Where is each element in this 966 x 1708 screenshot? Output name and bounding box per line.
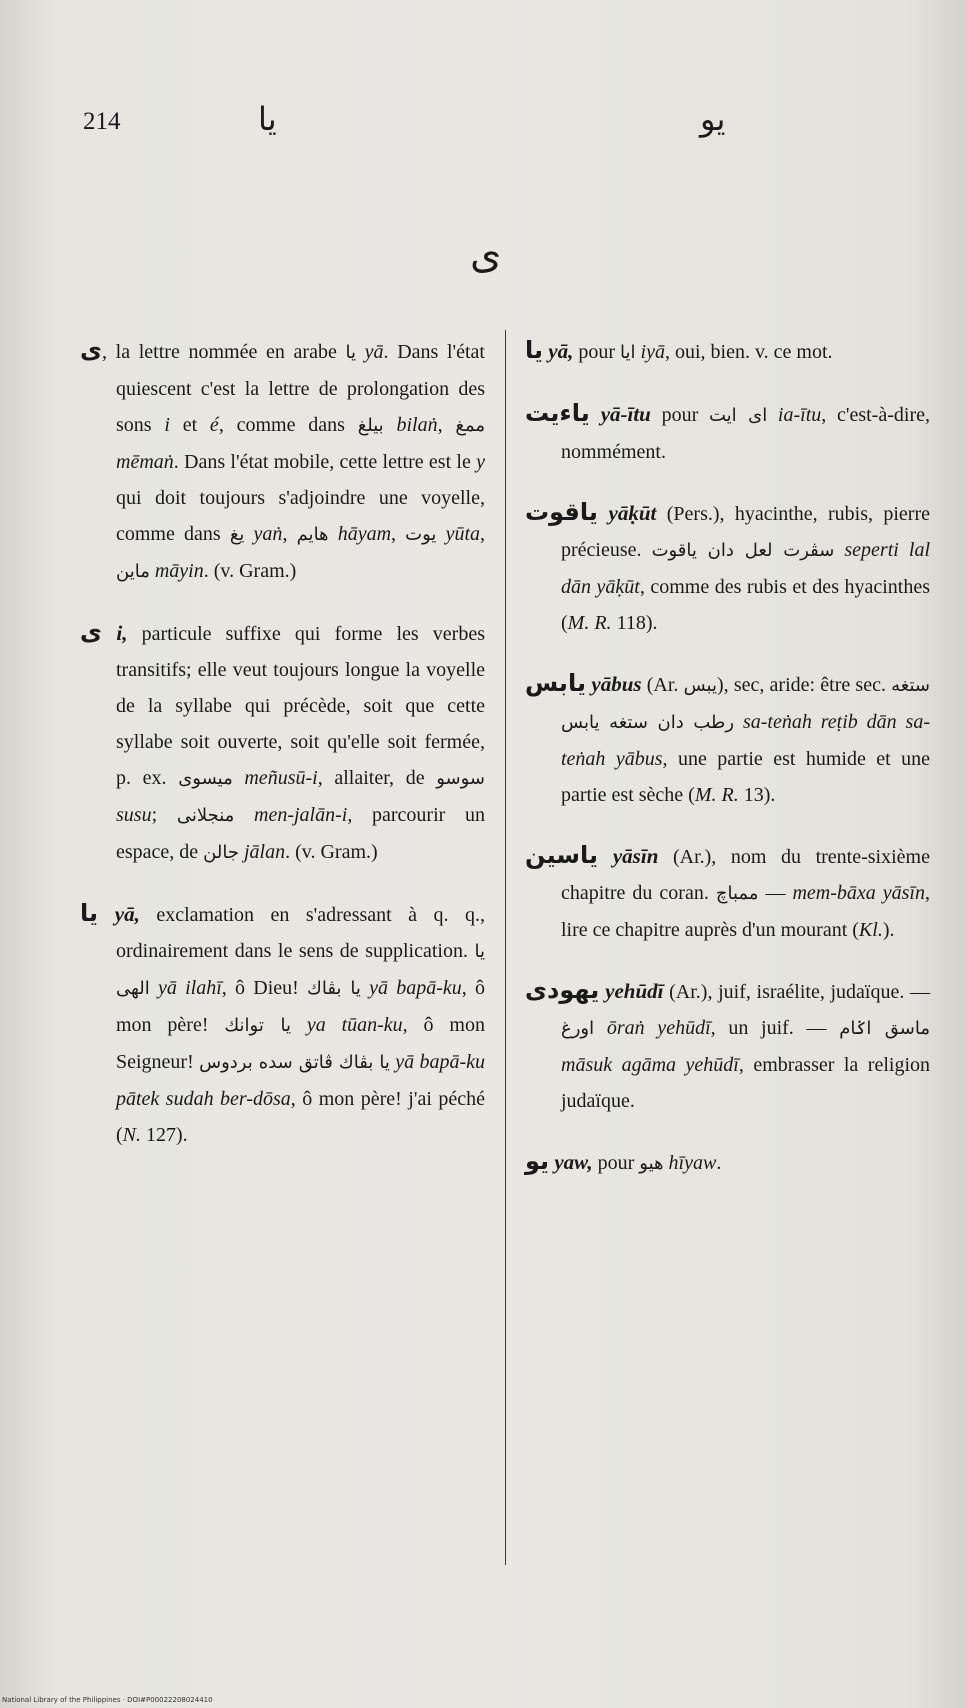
transliteration: i [164, 414, 170, 436]
page-number: 214 [83, 108, 121, 135]
arabic-word: يا بڤاك [307, 978, 361, 999]
column-divider [505, 330, 506, 1565]
entry-text: , [480, 523, 485, 545]
arabic-word: يوت [405, 524, 437, 545]
entry-text: , un juif. — [710, 1017, 840, 1039]
transliteration: Kl. [858, 919, 883, 941]
transliteration: y [476, 451, 485, 473]
arabic-word: سوسو [436, 768, 485, 789]
arabic-headword: يا [80, 899, 99, 927]
entry-text: , embrasser la religion judaïque. [561, 1054, 930, 1112]
arabic-headword: ى [80, 618, 102, 646]
arabic-word: يا توانك [224, 1015, 291, 1036]
headword-transliteration: yāḳūt [597, 501, 657, 525]
headword-transliteration: yāsīn [598, 844, 659, 868]
transliteration: yā ilahī [149, 977, 222, 999]
entry-text: , c'est-à-dire, nommément. [561, 404, 930, 463]
dictionary-entry [525, 395, 930, 470]
arabic-headword: يو [525, 1147, 550, 1175]
transliteration: māyin [149, 560, 204, 582]
entry-text: pour [650, 404, 709, 426]
dictionary-entry [80, 895, 485, 1153]
transliteration: ōraṅ yehūdī [594, 1017, 711, 1039]
entry-text: ), sec, aride: être sec. [717, 674, 892, 696]
arabic-word: يا [345, 342, 356, 363]
entry-text: , ô Dieu! [221, 977, 308, 999]
transliteration: mem-bāxa yāsīn [792, 882, 925, 904]
entry-text: qui doit toujours s'adjoindre une voyelle, comme dans [116, 487, 485, 545]
entry-text: — [758, 882, 793, 904]
page-header [0, 100, 966, 150]
entry-text: (Ar.), juif, israélite, judaïque. — [663, 981, 930, 1003]
dictionary-entry [525, 665, 930, 813]
entry-text: , [391, 523, 406, 545]
entry-text: . Dans l'état quiescent c'est la lettre de prolongation des sons [116, 341, 485, 436]
arabic-headword: يابس [525, 669, 586, 697]
entry-text: . (v. Gram.) [285, 841, 378, 863]
arabic-headword: ياسين [525, 841, 599, 869]
transliteration: susu [116, 804, 152, 826]
transliteration: seperti lal dān yāḳūt [561, 539, 930, 598]
entry-text: ; [151, 804, 177, 826]
arabic-word: اى ايت [708, 405, 768, 426]
arabic-word: ممباچ [715, 883, 759, 904]
entry-text: . [716, 1152, 722, 1174]
arabic-word: ماين [116, 561, 150, 582]
transliteration: men-jalān-i [234, 804, 348, 826]
arabic-word: ممغ [455, 415, 485, 436]
entry-text: pour [573, 341, 621, 363]
transliteration: hīyaw [663, 1152, 717, 1174]
headword-transliteration: yā, [543, 339, 574, 363]
transliteration: jālan [238, 841, 286, 863]
transliteration: bilaṅ [383, 414, 438, 436]
arabic-word: يا الهى [116, 941, 485, 999]
headword-transliteration: yehūdī [599, 979, 664, 1003]
headword-transliteration: i, [102, 621, 128, 645]
arabic-word: بيلغ [357, 415, 384, 436]
entry-text: , ô mon père! [116, 977, 486, 1036]
entry-text: (Ar.), nom du trente-sixième chapitre du coran. [561, 846, 930, 904]
running-head-left: يا [258, 100, 277, 138]
entry-text: . (v. Gram.) [203, 560, 297, 582]
dictionary-entry [525, 494, 930, 641]
entry-text: exclamation en s'adressant à q. q., ordinairement dans le sens de supplication. [116, 904, 485, 962]
headword-transliteration: yā-ītu [589, 402, 651, 426]
arabic-word: يبس [683, 675, 717, 696]
headword-transliteration: yā, [98, 902, 140, 926]
transliteration: meñusū-i [232, 767, 318, 789]
transliteration: N. [122, 1124, 142, 1146]
transliteration: é [209, 414, 219, 436]
entry-text: , parcourir un espace, de [116, 804, 486, 863]
dictionary-entry [525, 972, 930, 1119]
arabic-word: يغ [229, 524, 245, 545]
entry-text: pour [592, 1152, 640, 1174]
entry-text: , oui, bien. v. ce mot. [664, 341, 833, 363]
arabic-headword: يا [525, 336, 544, 364]
transliteration: yā bapā-ku pātek sudah ber-dōsa [116, 1051, 485, 1110]
dictionary-entry [80, 332, 485, 590]
running-head-right: يو [700, 100, 726, 138]
entry-text: ). [882, 919, 895, 941]
arabic-word: هيو [639, 1153, 664, 1174]
entry-text: , comme dans [218, 414, 358, 436]
entry-text: 13). [738, 784, 776, 806]
entry-text: , ô mon Seigneur! [116, 1014, 485, 1073]
transliteration: M. R. [694, 784, 739, 806]
entry-text: , ô mon père! j'ai péché ( [116, 1088, 486, 1146]
entry-text: . Dans l'état mobile, cette lettre est le [173, 451, 477, 473]
dictionary-entry [525, 332, 930, 371]
transliteration: yā bapā-ku [360, 977, 462, 999]
transliteration: yūta [436, 523, 480, 545]
left-column [80, 332, 485, 1177]
arabic-headword: ياءيت [525, 399, 590, 427]
entry-text: (Ar. [641, 674, 684, 696]
arabic-word: ستغه رطب دان ستغه يابس [561, 675, 930, 733]
arabic-headword: يهودى [525, 976, 600, 1004]
transliteration: M. R. [567, 612, 612, 634]
arabic-word: هايم [296, 524, 329, 545]
entry-text: 127). [141, 1124, 188, 1146]
entry-text: , [437, 414, 456, 436]
footer-credit: National Library of the Philippines · DOI#P00022208024410 [2, 1696, 213, 1704]
headword-transliteration: yaw, [549, 1150, 593, 1174]
dictionary-entry [80, 614, 485, 871]
arabic-word: سڤرت لعل دان ياقوت [651, 540, 835, 561]
arabic-headword: ياقوت [525, 498, 598, 526]
entry-text: , une partie est humide et une partie est sèche ( [561, 748, 931, 806]
arabic-word: ميسوى [178, 768, 233, 789]
headword-transliteration: yābus [585, 672, 642, 696]
transliteration: mēmaṅ [116, 451, 174, 473]
arabic-word: يا بڤاك ڤاتق سده بردوس [199, 1052, 390, 1073]
right-column [525, 332, 930, 1206]
entry-text: , comme des rubis et des hyacinthes ( [561, 576, 931, 634]
section-letter: ى [470, 232, 502, 278]
arabic-word: ايا [620, 342, 636, 363]
transliteration: yaṅ [244, 523, 283, 545]
transliteration: iyā [635, 341, 665, 363]
arabic-word: ماسق اݢام [839, 1018, 930, 1039]
entry-text: particule suffixe qui forme les verbes transitifs; elle veut toujours longue la voyelle de la syllabe qui précède, soit que cette syllabe soit ouverte, soit qu'elle soit fermée, p. ex. [116, 623, 485, 789]
arabic-word: منجلانى [176, 805, 235, 826]
entry-text: , allaiter, de [317, 767, 437, 789]
transliteration: ia-ītu [767, 404, 822, 426]
arabic-word: اورغ [561, 1018, 595, 1039]
entry-text: , la lettre nommée en arabe [102, 341, 346, 363]
transliteration: yā [356, 341, 384, 363]
arabic-word: جالن [203, 842, 239, 863]
arabic-headword: ى [80, 336, 102, 364]
entry-text: (Pers.), hyacinthe, rubis, pierre précieuse. [561, 503, 931, 561]
transliteration: ya tūan-ku [290, 1014, 403, 1036]
entry-text: 118). [611, 612, 658, 634]
entry-text: , [282, 523, 297, 545]
entry-text: et [169, 414, 210, 436]
transliteration: hāyam [328, 523, 392, 545]
dictionary-entry [525, 837, 930, 948]
entry-text: , lire ce chapitre auprès d'un mourant ( [561, 882, 930, 941]
dictionary-entry [525, 1143, 930, 1182]
transliteration: māsuk agāma yehūdī [561, 1054, 739, 1076]
transliteration: sa-teṅah reṭib dān sa-teṅah yābus [561, 711, 930, 770]
